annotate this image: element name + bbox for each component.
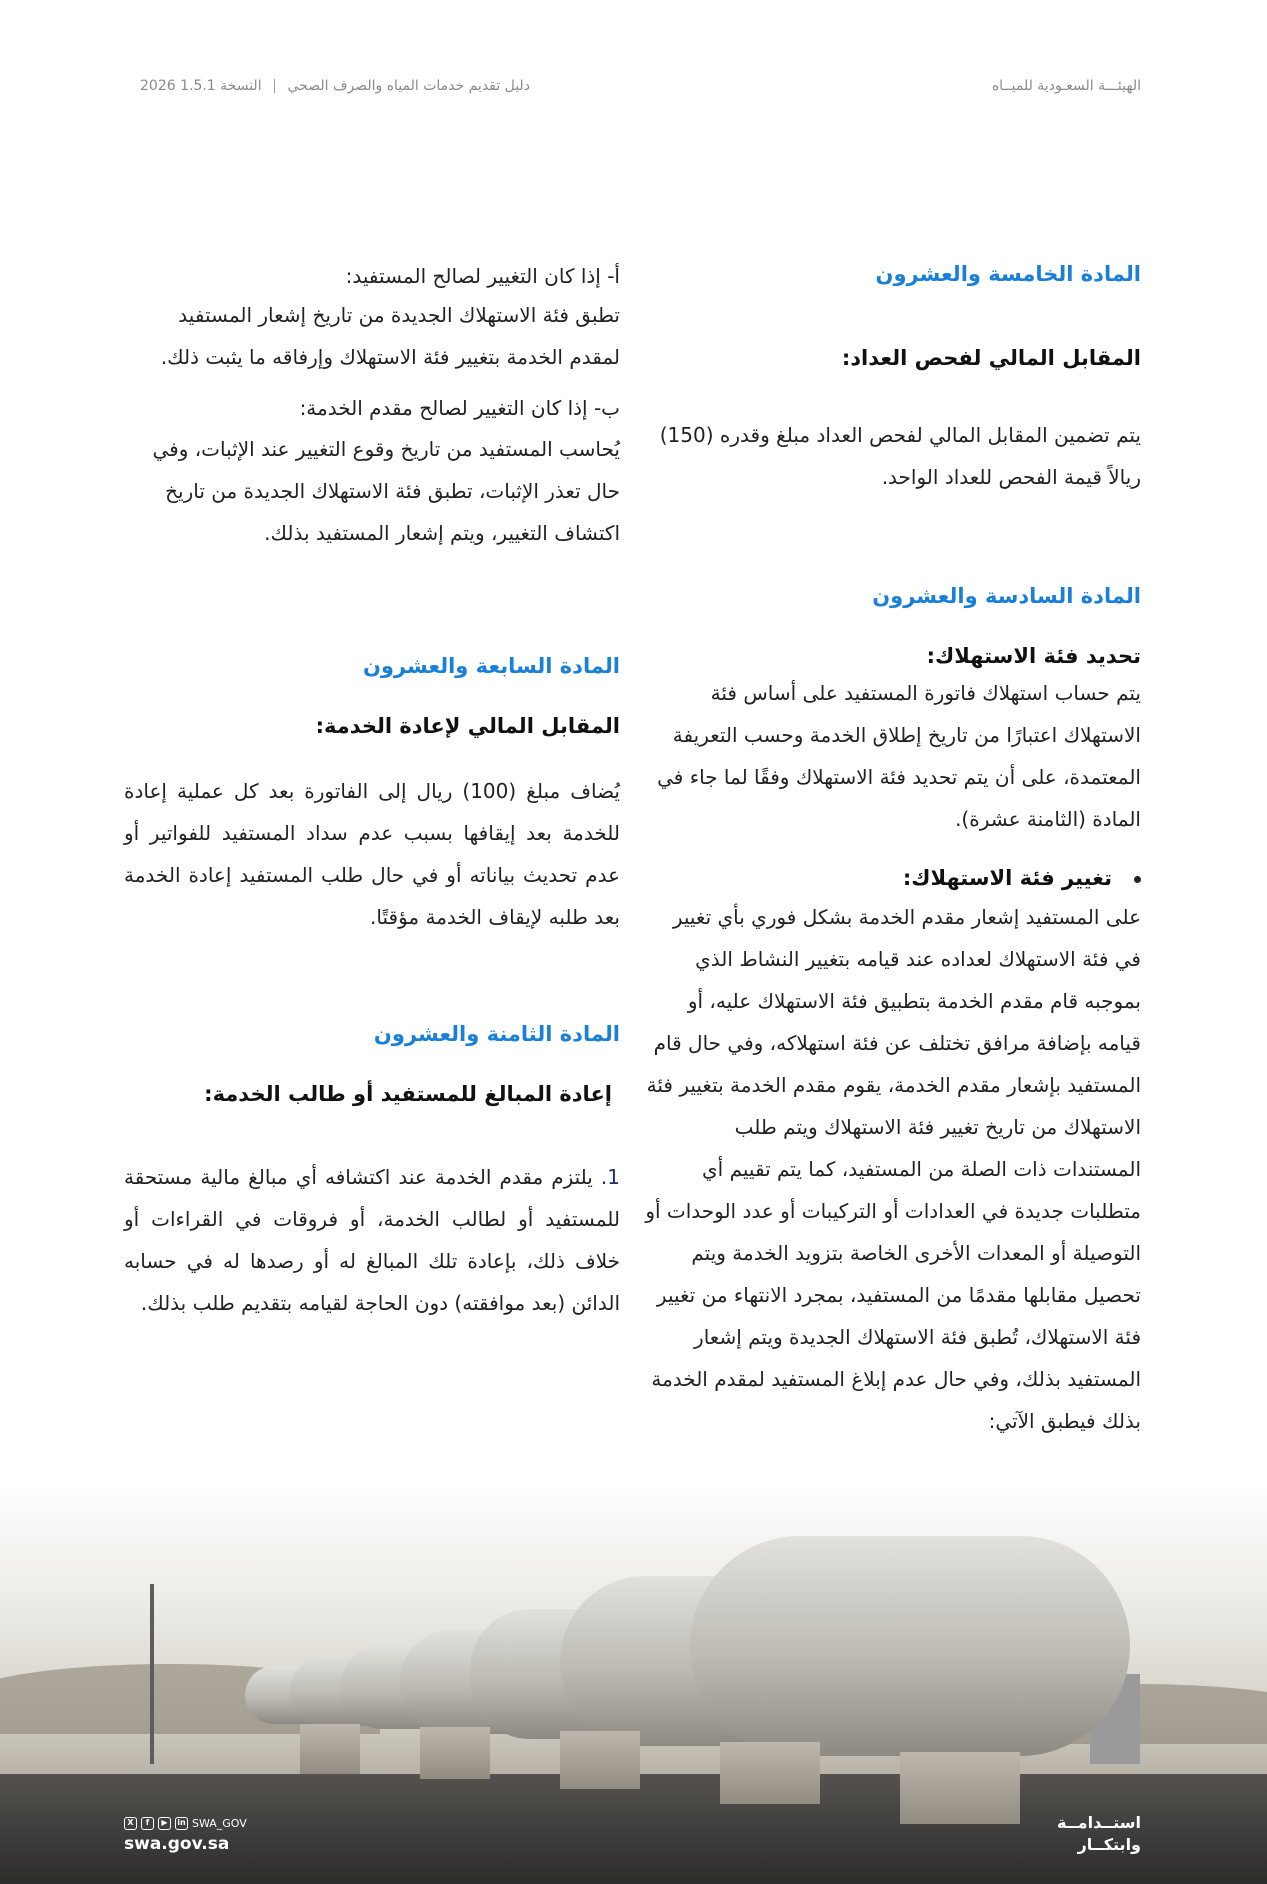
slogan-line-1: استــدامــة (1057, 1813, 1141, 1832)
article-28-subtitle: إعادة المبالغ للمستفيد أو طالب الخدمة: (204, 1082, 612, 1106)
tank-support (420, 1727, 490, 1779)
header-divider (274, 79, 275, 93)
article-25-subtitle: المقابل المالي لفحص العداد: (841, 346, 1141, 370)
case-b-body: يُحاسب المستفيد من تاريخ وقوع التغيير عند الإثبات، وفي حال تعذر الإثبات، تطبق فئة الاستهلاك الجديدة من تاريخ اكتشاف التغيير، ويتم إشعار المستفيد بذلك. (152, 437, 620, 545)
linkedin-icon[interactable]: in (175, 1817, 188, 1830)
case-b-label: ب- (593, 396, 620, 420)
tank-support (900, 1752, 1020, 1824)
tank-support (300, 1724, 360, 1774)
social-handle: SWA_GOV (192, 1817, 247, 1830)
tank-support (720, 1742, 820, 1804)
article-27-subtitle: المقابل المالي لإعادة الخدمة: (315, 714, 620, 738)
bullet-icon (1134, 876, 1141, 883)
case-b-heading (124, 388, 620, 428)
case-a-heading (124, 258, 620, 294)
version-label: النسخة 1.5.1 2026 (140, 78, 262, 94)
youtube-icon[interactable]: ▶ (158, 1817, 171, 1830)
article-26-title: المادة السادسة والعشرون (872, 584, 1141, 608)
bullet-body: على المستفيد إشعار مقدم الخدمة بشكل فوري بأي تغيير في فئة الاستهلاك لعداده عند قيامه بتغيير النشاط الذي بموجبه قام مقدم الخدمة بتطبيق فئة الاستهلاك عليه، أو قيامه بإضافة مرافق تختلف عن فئة استهلاكه، وفي حال قام المستفيد بإشعار مقدم الخدمة، يقوم مقدم الخدمة بتغيير فئة الاستهلاك من تاريخ تغيير فئة الاستهلاك ويتم طلب المستندات ذات الصلة من المستفيد، كما يتم تقييم أي متطلبات جديدة في العدادات أو التركيبات أو عدد الوحدات أو التوصيلة أو المعدات الأخرى الخاصة بتزويد الخدمة ويتم تحصيل مقابلها مقدمًا من المستفيد، بمجرد الانتهاء من تغيير فئة الاستهلاك، تُطبق فئة الاستهلاك الجديدة ويتم إشعار المستفيد بذلك، وفي حال عدم إبلاغ المستفيد لمقدم الخدمة بذلك فيطبق الآتي: (645, 905, 1141, 1433)
article-25-title: المادة الخامسة والعشرون (875, 262, 1141, 286)
organization-name: الهيئـــة السعـودية للميــاه (991, 78, 1141, 94)
social-links (124, 1817, 247, 1830)
bullet-item (641, 860, 1141, 896)
page-header (140, 78, 1141, 102)
article-25-body: يتم تضمين المقابل المالي لفحص العداد مبلغ وقدره (150) ريالاً قيمة الفحص للعداد الواحد. (659, 423, 1141, 489)
guide-title: دليل تقديم خدمات المياه والصرف الصحي (287, 78, 530, 94)
slogan-line-2: وابتكــار (1077, 1835, 1141, 1854)
left-column (124, 258, 620, 1324)
tank (690, 1536, 1130, 1756)
article-26-body: يتم حساب استهلاك فاتورة المستفيد على أساس فئة الاستهلاك اعتبارًا من تاريخ إطلاق الخدمة وحسب التعريفة المعتمدة، على أن يتم تحديد فئة الاستهلاك وفقًا لما جاء في المادة (الثامنة عشرة). (657, 681, 1141, 831)
article-28-title: المادة الثامنة والعشرون (373, 1022, 620, 1046)
document-title (140, 78, 530, 94)
slogan (1057, 1812, 1141, 1856)
light-pole (150, 1584, 154, 1764)
case-a-title: إذا كان التغيير لصالح المستفيد: (345, 264, 601, 288)
case-a-label: أ- (607, 264, 620, 288)
website-link[interactable]: swa.gov.sa (124, 1834, 230, 1854)
water-tanks-photo (0, 1484, 1267, 1884)
case-b-title: إذا كان التغيير لصالح مقدم الخدمة: (299, 396, 588, 420)
x-icon[interactable]: X (124, 1817, 137, 1830)
case-a-body: تطبق فئة الاستهلاك الجديدة من تاريخ إشعار المستفيد لمقدم الخدمة بتغيير فئة الاستهلاك وإرفاقه ما يثبت ذلك. (160, 303, 620, 369)
article-28-item (124, 1156, 620, 1324)
facebook-icon[interactable]: f (141, 1817, 154, 1830)
tank-support (560, 1731, 640, 1789)
article-27-body: يُضاف مبلغ (100) ريال إلى الفاتورة بعد كل عملية إعادة للخدمة بعد إيقافها بسبب عدم سداد المستفيد للفواتير أو عدم تحديث بياناته أو في حال طلب المستفيد إعادة الخدمة بعد طلبه لإيقاف الخدمة مؤقتًا. (124, 779, 620, 929)
bullet-title: تغيير فئة الاستهلاك: (902, 866, 1112, 890)
footer-contact (124, 1817, 247, 1854)
item-number: 1. (600, 1165, 621, 1189)
right-column (641, 258, 1141, 1442)
article-26-subtitle: تحديد فئة الاستهلاك: (926, 644, 1141, 668)
article-27-title: المادة السابعة والعشرون (362, 654, 620, 678)
item-body: يلتزم مقدم الخدمة عند اكتشافه أي مبالغ مالية مستحقة للمستفيد أو لطالب الخدمة، أو فروقات في القراءات أو خلاف ذلك، بإعادة تلك المبالغ له أو رصدها له في حسابه الدائن (بعد موافقته) دون الحاجة لقيامه بتقديم طلب بذلك. (124, 1165, 620, 1315)
